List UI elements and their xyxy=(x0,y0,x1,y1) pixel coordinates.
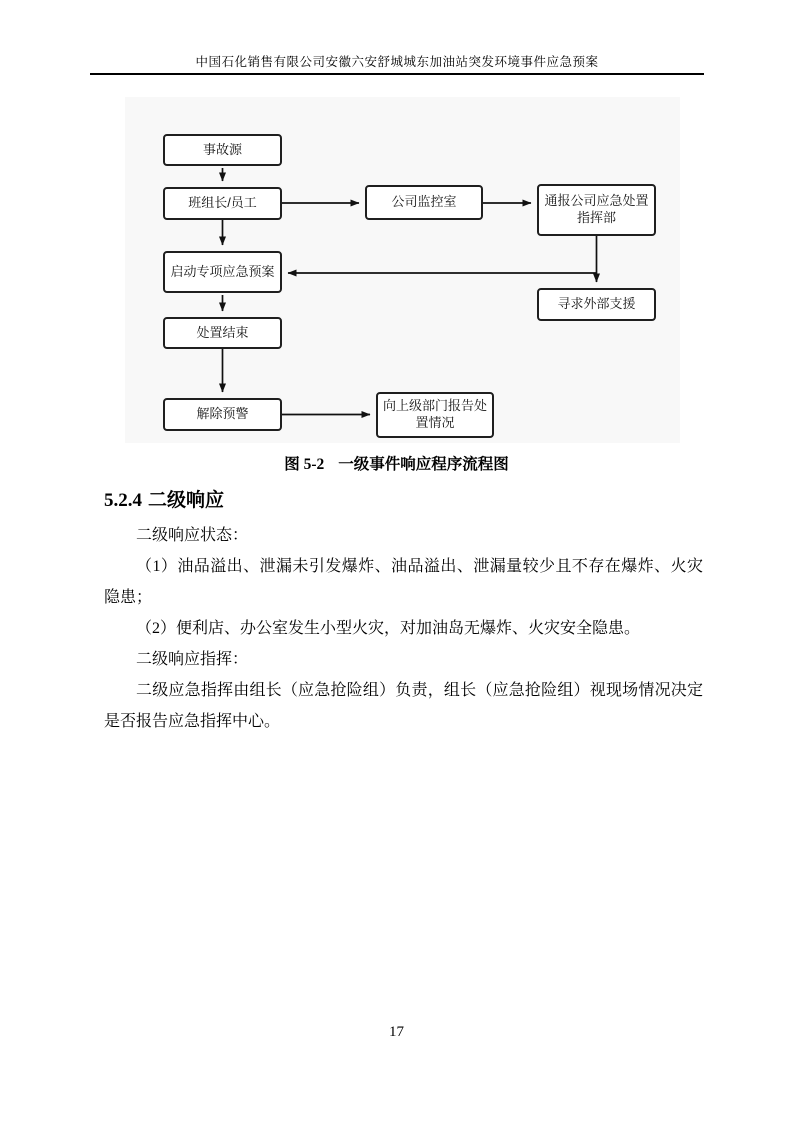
paragraph-command-label: 二级响应指挥： xyxy=(136,651,249,668)
section-number: 5.2.4 xyxy=(104,490,142,511)
flowchart-node-seek-external-support: 寻求外部支援 xyxy=(537,288,656,321)
flowchart-node-disposal-finished: 处置结束 xyxy=(163,317,282,349)
flowchart-panel xyxy=(125,97,680,443)
paragraph-response-state-label: 二级响应状态： xyxy=(136,527,249,544)
flowchart-node-notify-company-hq: 通报公司应急处置指挥部 xyxy=(537,184,656,236)
header-rule xyxy=(90,73,704,75)
page-number: 17 xyxy=(389,1024,404,1040)
flowchart-node-accident-source: 事故源 xyxy=(163,134,282,166)
paragraph-condition-2: （2）便利店、办公室发生小型火灾，对加油岛无爆炸、火灾安全隐患。 xyxy=(136,620,641,637)
paragraph-condition-1: （1）油品溢出、泄漏未引发爆炸、油品溢出、泄漏量较少且不存在爆炸、火灾隐患； xyxy=(104,558,703,606)
flowchart-node-company-monitor-room: 公司监控室 xyxy=(365,185,483,220)
header-title: 中国石化销售有限公司安徽六安舒城城东加油站突发环境事件应急预案 xyxy=(195,55,599,69)
section-title: 二级响应 xyxy=(148,490,225,511)
flowchart-node-lift-warning: 解除预警 xyxy=(163,398,282,431)
paragraph-command-detail: 二级应急指挥由组长（应急抢险组）负责，组长（应急抢险组）视现场情况决定是否报告应急指挥中心。 xyxy=(104,682,703,730)
body-text xyxy=(104,520,703,737)
figure-caption-title: 一级事件响应程序流程图 xyxy=(338,456,509,473)
flowchart-node-launch-special-plan: 启动专项应急预案 xyxy=(163,251,282,293)
figure-caption xyxy=(0,452,793,474)
section-heading xyxy=(104,485,224,512)
flowchart-node-team-leader-staff: 班组长/员工 xyxy=(163,187,282,220)
flowchart-node-report-to-superior: 向上级部门报告处置情况 xyxy=(376,392,494,438)
figure-caption-label: 图 5-2 xyxy=(284,456,325,473)
